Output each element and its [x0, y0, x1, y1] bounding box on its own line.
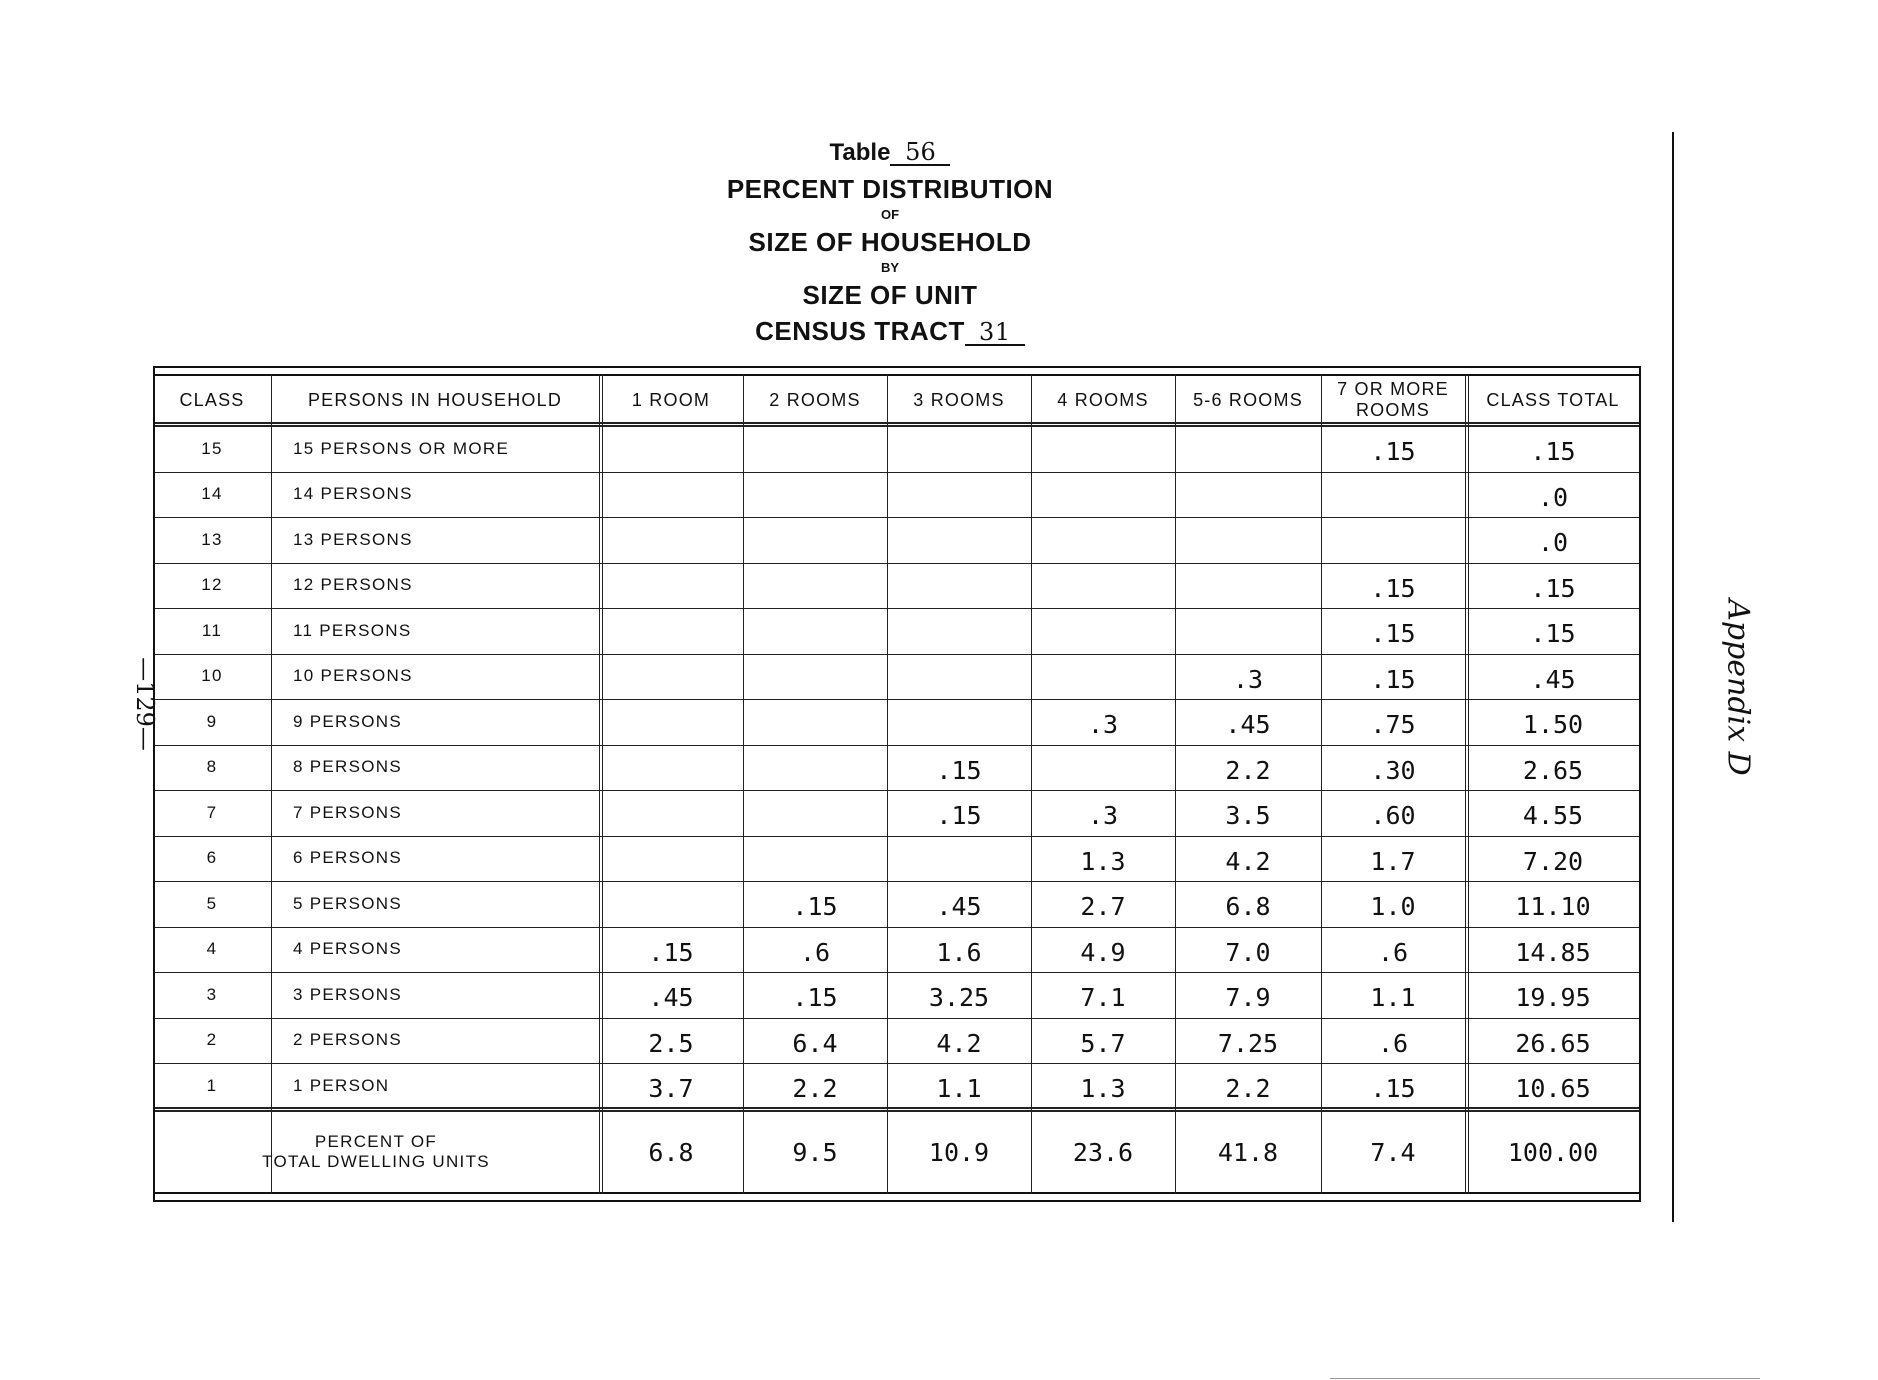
value-cell: 2.2	[792, 1074, 838, 1104]
column-header: 2 ROOMS	[769, 389, 861, 410]
value-cell	[1175, 611, 1321, 657]
column-header: 5-6 ROOMS	[1193, 389, 1303, 410]
persons-cell: 12 PERSONS	[293, 575, 413, 595]
value-cell	[743, 657, 887, 703]
value-cell: 4.9	[1080, 937, 1126, 967]
value-cell	[599, 702, 743, 748]
persons-cell: 14 PERSONS	[293, 484, 413, 504]
value-cell	[599, 657, 743, 703]
value-cell: .0	[1537, 528, 1569, 558]
value-cell	[743, 566, 887, 612]
value-cell: 7.20	[1522, 846, 1584, 876]
value-cell: .3	[1232, 664, 1264, 694]
table-label: Table	[829, 139, 891, 166]
table-title	[640, 140, 1140, 346]
value-cell: .15	[1370, 573, 1416, 603]
title-line-2: SIZE OF HOUSEHOLD	[748, 227, 1032, 257]
value-cell	[743, 748, 887, 794]
value-cell	[743, 611, 887, 657]
value-cell: .30	[1370, 755, 1416, 785]
value-cell	[743, 475, 887, 521]
value-cell: 14.85	[1515, 937, 1591, 967]
column-header: CLASS	[179, 389, 245, 410]
total-value-cell: 9.5	[792, 1137, 838, 1167]
total-value-cell: 100.00	[1507, 1137, 1599, 1167]
value-cell: .15	[1530, 619, 1576, 649]
value-cell	[599, 793, 743, 839]
table-number-line	[640, 140, 1140, 166]
value-cell	[1175, 566, 1321, 612]
value-cell: .15	[792, 892, 838, 922]
column-header: 7 OR MORE ROOMS	[1337, 379, 1449, 420]
class-cell: 15	[201, 438, 223, 458]
value-cell	[1031, 657, 1175, 703]
value-cell: .15	[792, 983, 838, 1013]
persons-cell: 3 PERSONS	[293, 984, 403, 1004]
value-cell	[887, 839, 1031, 885]
value-cell: .15	[936, 801, 982, 831]
value-cell: 4.2	[936, 1028, 982, 1058]
value-cell: .0	[1537, 482, 1569, 512]
value-cell: 19.95	[1515, 983, 1591, 1013]
value-cell	[1175, 475, 1321, 521]
value-cell: 1.7	[1370, 846, 1416, 876]
value-cell	[1031, 520, 1175, 566]
class-cell: 14	[201, 484, 223, 504]
value-cell: 4.55	[1522, 801, 1584, 831]
persons-cell: 8 PERSONS	[293, 757, 403, 777]
value-cell	[599, 611, 743, 657]
value-cell: .15	[1370, 437, 1416, 467]
total-label-line-1: PERCENT OF	[314, 1132, 438, 1152]
class-cell: 9	[206, 711, 218, 731]
value-cell: 10.65	[1515, 1074, 1591, 1104]
value-cell: 2.7	[1080, 892, 1126, 922]
appendix-label: Appendix D	[1720, 599, 1756, 776]
persons-cell: 6 PERSONS	[293, 848, 403, 868]
column-header: 4 ROOMS	[1057, 389, 1149, 410]
table-number: 56	[890, 140, 950, 166]
persons-cell: 2 PERSONS	[293, 1030, 403, 1050]
value-cell: .6	[799, 937, 831, 967]
value-cell: 1.1	[1370, 983, 1416, 1013]
value-cell: .3	[1087, 710, 1119, 740]
value-cell: 3.5	[1225, 801, 1271, 831]
total-value-cell: 6.8	[648, 1137, 694, 1167]
value-cell: .15	[936, 755, 982, 785]
persons-cell: 10 PERSONS	[293, 666, 413, 686]
class-cell: 1	[206, 1075, 218, 1095]
value-cell	[599, 566, 743, 612]
column-header: CLASS TOTAL	[1486, 389, 1620, 410]
census-tract-number: 31	[965, 320, 1025, 346]
value-cell	[887, 520, 1031, 566]
value-cell: .45	[648, 983, 694, 1013]
value-cell: 7.1	[1080, 983, 1126, 1013]
value-cell: 5.7	[1080, 1028, 1126, 1058]
class-cell: 6	[206, 848, 218, 868]
value-cell: .45	[1225, 710, 1271, 740]
value-cell: 7.9	[1225, 983, 1271, 1013]
value-cell: .15	[1370, 664, 1416, 694]
persons-cell: 9 PERSONS	[293, 711, 403, 731]
value-cell: 1.6	[936, 937, 982, 967]
total-value-cell: 41.8	[1217, 1137, 1279, 1167]
class-cell: 13	[201, 529, 223, 549]
title-of: OF	[880, 207, 900, 222]
value-cell	[599, 748, 743, 794]
value-cell	[599, 429, 743, 475]
total-label-cell	[153, 1111, 599, 1195]
value-cell	[1175, 520, 1321, 566]
value-cell	[887, 475, 1031, 521]
value-cell	[743, 839, 887, 885]
value-cell: 26.65	[1515, 1028, 1591, 1058]
value-cell	[599, 884, 743, 930]
value-cell	[743, 702, 887, 748]
persons-cell: 11 PERSONS	[293, 620, 412, 640]
value-cell: 11.10	[1515, 892, 1591, 922]
persons-cell: 7 PERSONS	[293, 802, 403, 822]
value-cell	[743, 793, 887, 839]
title-by: BY	[880, 260, 900, 275]
column-header: 3 ROOMS	[913, 389, 1005, 410]
value-cell: 2.2	[1225, 755, 1271, 785]
scan-artifact-line	[1330, 1378, 1760, 1379]
value-cell	[1031, 566, 1175, 612]
total-value-cell: 7.4	[1370, 1137, 1416, 1167]
value-cell	[887, 429, 1031, 475]
value-cell	[887, 611, 1031, 657]
value-cell	[887, 702, 1031, 748]
value-cell	[1031, 429, 1175, 475]
class-cell: 5	[206, 893, 218, 913]
persons-cell: 13 PERSONS	[293, 529, 413, 549]
value-cell: .6	[1377, 1028, 1409, 1058]
persons-cell: 4 PERSONS	[293, 939, 403, 959]
title-line-3: SIZE OF UNIT	[802, 280, 978, 310]
value-cell: 6.8	[1225, 892, 1271, 922]
persons-cell: 5 PERSONS	[293, 893, 403, 913]
value-cell: 4.2	[1225, 846, 1271, 876]
value-cell	[743, 520, 887, 566]
class-cell: 10	[201, 666, 223, 686]
value-cell	[1031, 475, 1175, 521]
value-cell: .75	[1370, 710, 1416, 740]
value-cell: .15	[648, 937, 694, 967]
value-cell: 2.2	[1225, 1074, 1271, 1104]
class-cell: 11	[201, 620, 223, 640]
page-number: —129—	[130, 657, 159, 751]
class-cell: 8	[206, 757, 218, 777]
value-cell: .6	[1377, 937, 1409, 967]
persons-cell: 15 PERSONS OR MORE	[293, 438, 510, 458]
class-cell: 12	[201, 575, 223, 595]
class-cell: 7	[206, 802, 218, 822]
value-cell: .15	[1530, 573, 1576, 603]
value-cell	[599, 520, 743, 566]
census-tract-line	[640, 318, 1140, 346]
column-header: PERSONS IN HOUSEHOLD	[307, 389, 563, 410]
value-cell: .15	[1530, 437, 1576, 467]
class-cell: 2	[206, 1030, 218, 1050]
value-cell	[1031, 611, 1175, 657]
value-cell	[599, 839, 743, 885]
value-cell	[887, 657, 1031, 703]
value-cell: .45	[1530, 664, 1576, 694]
class-cell: 4	[206, 939, 218, 959]
total-value-cell: 10.9	[928, 1137, 990, 1167]
total-value-cell: 23.6	[1072, 1137, 1134, 1167]
value-cell	[1321, 475, 1465, 521]
value-cell: 1.3	[1080, 846, 1126, 876]
value-cell: 1.1	[936, 1074, 982, 1104]
persons-cell: 1 PERSON	[293, 1075, 390, 1095]
value-cell: 3.7	[648, 1074, 694, 1104]
value-cell: 1.0	[1370, 892, 1416, 922]
value-cell: .15	[1370, 619, 1416, 649]
value-cell	[1321, 520, 1465, 566]
value-cell	[743, 429, 887, 475]
value-cell: 3.25	[928, 983, 990, 1013]
value-cell: 7.25	[1217, 1028, 1279, 1058]
value-cell: .3	[1087, 801, 1119, 831]
value-cell	[599, 475, 743, 521]
total-label-line-2: TOTAL DWELLING UNITS	[262, 1152, 490, 1172]
value-cell	[887, 566, 1031, 612]
value-cell: 6.4	[792, 1028, 838, 1058]
title-line-1: PERCENT DISTRIBUTION	[726, 174, 1054, 204]
value-cell: 1.50	[1522, 710, 1584, 740]
value-cell: 7.0	[1225, 937, 1271, 967]
value-cell: 1.3	[1080, 1074, 1126, 1104]
class-cell: 3	[206, 984, 218, 1004]
census-tract-label: CENSUS TRACT	[755, 316, 965, 346]
value-cell: .45	[936, 892, 982, 922]
value-cell: .15	[1370, 1074, 1416, 1104]
value-cell: 2.5	[648, 1028, 694, 1058]
value-cell: .60	[1370, 801, 1416, 831]
distribution-table	[153, 366, 1641, 1202]
value-cell: 2.65	[1522, 755, 1584, 785]
value-cell	[1175, 429, 1321, 475]
value-cell	[1031, 748, 1175, 794]
column-header: 1 ROOM	[631, 389, 711, 410]
margin-rule	[1672, 132, 1674, 1222]
